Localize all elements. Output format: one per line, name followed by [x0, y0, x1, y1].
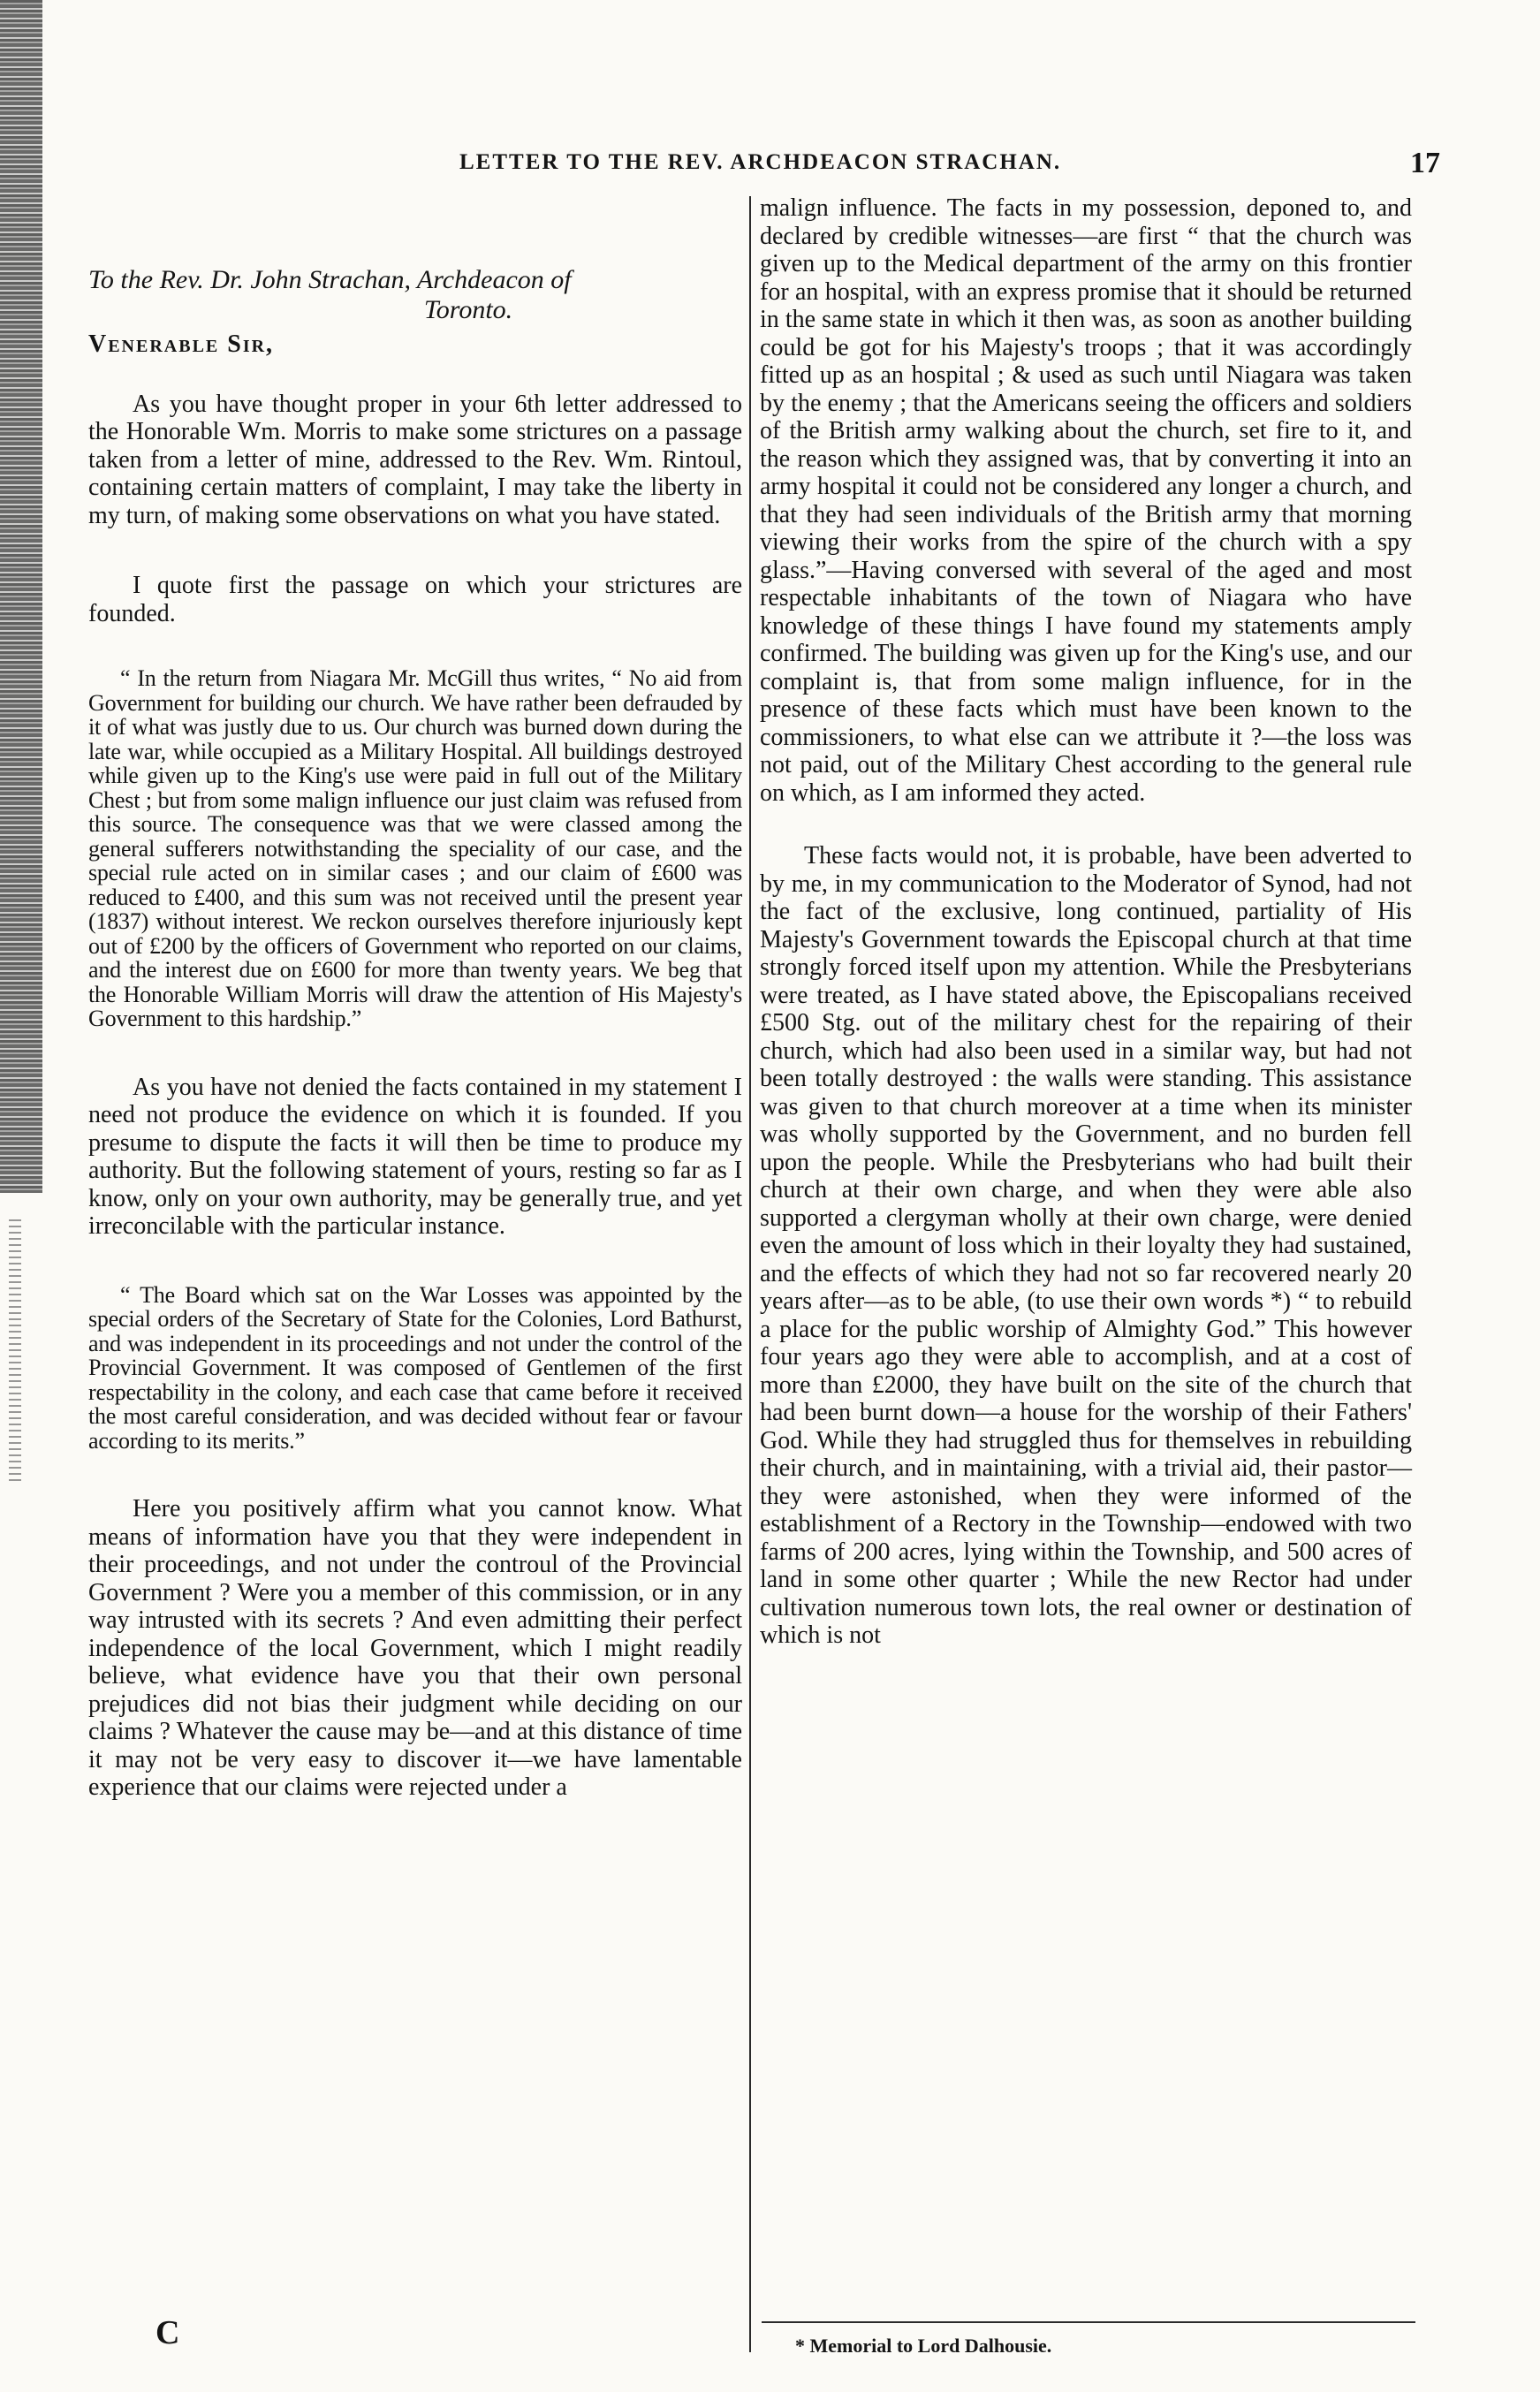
- footnote-rule: [762, 2321, 1415, 2323]
- page-binding-edge: [0, 0, 42, 1193]
- paragraph: Here you positively affirm what you cannot know. What means of information have you that they were independent in their proceedings, and not under the controul of the Provincial Government ? Were you a member of this commission, or in any way intrusted with its secrets ? And even admitting their perfect independence of the local Government, which I might readily believe, what evidence have you that their own personal prejudices did not bias their judgment while deciding on our claims ? Whatever the cause may be—and at this distance of time it may not be very easy to discover it—we have lamentable experience that our claims were rejected under a: [88, 1495, 742, 1801]
- letter-address: [88, 265, 742, 325]
- running-header-title: LETTER TO THE REV. ARCHDEACON STRACHAN.: [459, 150, 1062, 174]
- paragraph: As you have thought proper in your 6th letter addressed to the Honorable Wm. Morris to make some strictures on a passage taken from a letter of mine, addressed to the Rev. Wm. Rintoul, containing certain matters of complaint, I may take the liberty in my turn, of making some observations on what you have stated.: [88, 390, 742, 529]
- page-number: 17: [1410, 147, 1440, 179]
- quoted-passage: “ The Board which sat on the War Losses was appointed by the special orders of the Secretary of State for the Colonies, Lord Bathurst, and was independent in its proceedings and not under the control of the Provincial Government. It was composed of Gentlemen of the first respectability in the colony, and each case that came before it received the most careful consideration, and was decided without fear or favour according to its merits.”: [88, 1281, 742, 1454]
- paragraph: As you have not denied the facts contained in my statement I need not produce the evidence on which it is founded. If you presume to dispute the facts it will then be time to produce my authority. But the following statement of yours, resting so far as I know, only on your own authority, may be generally true, and yet irreconcilable with the particular instance.: [88, 1073, 742, 1240]
- quoted-passage: “ In the return from Niagara Mr. McGill thus writes, “ No aid from Government for building our church. We have rather been defrauded by it of what was justly due to us. Our church was burned down during the late war, while occupied as a Military Hospital. All buildings destroyed while given up to the King's use were paid in full out of the Military Chest ; but from some malign influence our just claim was refused from this source. The consequence was that we were classed among the general sufferers notwithstanding the speciality of our case, and the special rule acted on in similar cases ; and our claim of £600 was reduced to £400, and this sum was not received until the present year (1837) without interest. We reckon ourselves therefore injuriously kept out of £200 by the officers of Government who reported on our claims, and the interest due on £600 for more than twenty years. We beg that the Honorable William Morris will draw the attention of His Majesty's Government to this hardship.”: [88, 665, 742, 1031]
- footnote: * Memorial to Lord Dalhousie.: [795, 2335, 1052, 2357]
- left-column: [88, 230, 742, 1844]
- paragraph: These facts would not, it is probable, have been adverted to by me, in my communication to the Moderator of Synod, had not the fact of the exclusive, long continued, partiality of His Majesty's Government towards the Episcopal church at that time strongly forced itself upon my attention. While the Presbyterians were treated, as I have stated above, the Episcopalians received £500 Stg. out of the military chest for the repairing of their church, which had also been used in a similar way, but had not been totally destroyed : the walls were standing. This assistance was given to that church moreover at a time when its minister was wholly supported by the Government, and no burden fell upon the people. While the Presbyterians who had built their church at their own charge, and when they were able also supported a clergyman wholly at their own charge, were denied even the amount of loss which in their loyalty they had sustained, and the effects of which they had not so far recovered nearly 20 years after—as to be able, (to use their own words *) “ to rebuild a place for the public worship of Almighty God.” This however four years ago they were able to accomplish, and at a cost of more than £2000, they have built on the site of the church that had been burnt down—a house for the worship of their Fathers' God. While they had struggled thus for themselves in rebuilding their church, and in maintaining, with a trivial aid, their pastor—they were astonished, when they were informed of the establishment of a Rectory in the Township—endowed with two farms of 200 acres, lying within the Township, and 500 acres of land in some other quarter ; While the new Rector had under cultivation numerous town lots, the real owner or destination of which is not: [760, 842, 1412, 1649]
- salutation: Venerable Sir,: [88, 330, 275, 358]
- column-divider: [749, 196, 751, 2352]
- right-column: [760, 194, 1412, 1685]
- running-header: [459, 147, 1440, 189]
- paragraph: I quote first the passage on which your strictures are founded.: [88, 572, 742, 627]
- signature-mark: C: [156, 2314, 180, 2351]
- address-line-2: Toronto.: [423, 295, 513, 324]
- address-line-1: To the Rev. Dr. John Strachan, Archdeacon of: [88, 265, 572, 294]
- page-margin-marks: [9, 1219, 21, 1485]
- paragraph: malign influence. The facts in my possession, deponed to, and declared by credible witnesses—are first “ that the church was given up to the Medical department of the army on this frontier for an hospital, with an express promise that it should be returned in the same state in which it then was, as soon as another building could be got for his Majesty's troops ; that it was accordingly fitted up as an hospital ; & used as such until Niagara was taken by the enemy ; that the Americans seeing the officers and soldiers of the British army walking about the church, set fire to it, and the reason which they assigned was, that by converting it into an army hospital it could not be considered any longer a church, and that they had seen individuals of the British army that morning viewing their works from the spire of the church with a spy glass.”—Having conversed with several of the aged and most respectable inhabitants of the town of Niagara who have knowledge of these things I have found my statements amply confirmed. The building was given up for the King's use, and our complaint is, that from some malign influence, for in the presence of these facts which must have been known to the commissioners, to what else can we attribute it ?—the loss was not paid, out of the Military Chest according to the general rule on which, as I am informed they acted.: [760, 194, 1412, 807]
